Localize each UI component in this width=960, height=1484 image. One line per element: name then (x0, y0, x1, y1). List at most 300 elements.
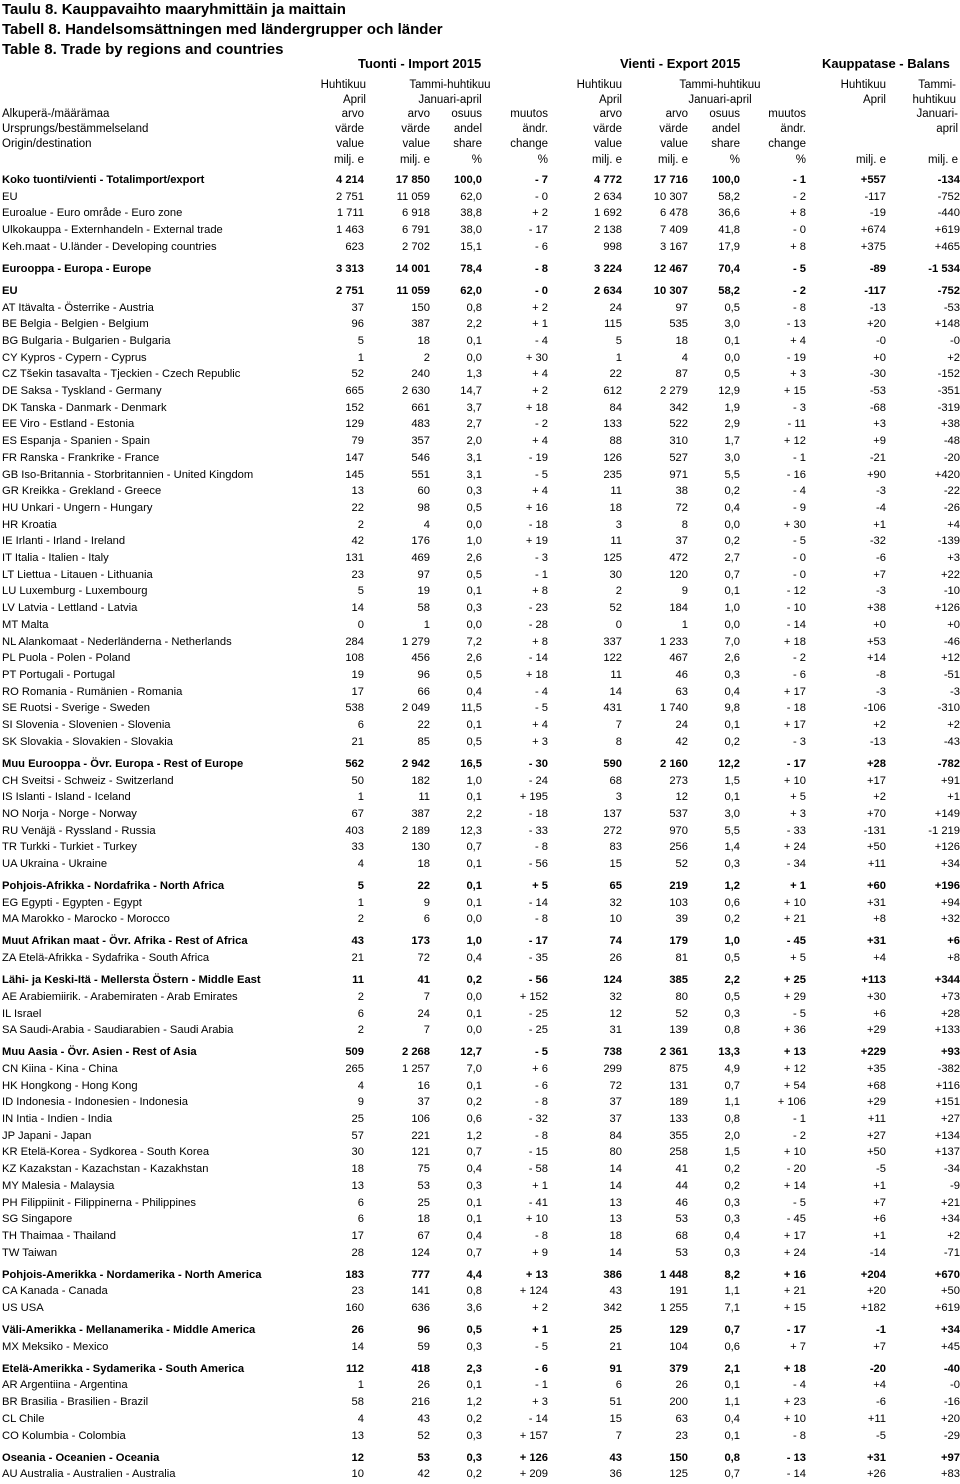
cell-value: 74 (609, 935, 622, 948)
cell-value: 0,5 (724, 952, 740, 965)
table-row (0, 1161, 960, 1178)
title-block (2, 0, 443, 60)
cell-value: - 5 (534, 702, 548, 715)
cell-value: 0,5 (724, 301, 740, 314)
cell-value: + 13 (783, 1046, 806, 1059)
row-label: Muu Eurooppa - Övr. Europa - Rest of Europe (2, 757, 244, 770)
cell-value: 738 (603, 1046, 622, 1059)
cell-value: - 1 (534, 1379, 548, 1392)
cell-value: + 24 (783, 1246, 806, 1259)
header-cell-row6-c6: milj. e (657, 154, 688, 166)
cell-value: +420 (934, 468, 960, 481)
hdr-exp-month: Huhtikuu (576, 79, 622, 91)
cell-value: 221 (411, 1129, 430, 1142)
cell-value: +21 (941, 1196, 960, 1209)
cell-value: 25 (351, 1113, 364, 1126)
row-label: SK Slovakia - Slovakien - Slovakia (2, 735, 173, 748)
cell-value: -134 (937, 174, 960, 186)
row-label: IT Italia - Italien - Italy (2, 552, 109, 565)
row-label: HU Unkari - Ungern - Hungary (2, 501, 153, 514)
hdr-bal-month: Huhtikuu (840, 79, 886, 91)
cell-value: 0,1 (466, 791, 482, 804)
cell-value: + 1 (532, 318, 548, 331)
table-row (0, 433, 960, 450)
table-row (0, 1466, 960, 1483)
hdr-label-en: Origin/destination (2, 138, 92, 150)
cell-value: 65 (609, 880, 622, 893)
cell-value: 1,7 (724, 435, 740, 448)
cell-value: 18 (609, 1229, 622, 1242)
cell-value: + 4 (790, 334, 806, 347)
row-label: LV Latvia - Lettland - Latvia (2, 602, 138, 615)
cell-value: 121 (411, 1146, 430, 1159)
table-row (0, 517, 960, 534)
cell-value: 15,1 (460, 240, 482, 253)
cell-value: + 126 (519, 1451, 548, 1464)
hdr-label-sv: Ursprungs/bestämmelseland (2, 123, 149, 135)
cell-value: + 10 (783, 896, 806, 909)
cell-value: 58,2 (718, 284, 740, 297)
cell-value: 0,2 (724, 485, 740, 498)
cell-value: 0,1 (466, 1213, 482, 1226)
cell-value: 431 (603, 702, 622, 715)
group-row (0, 1322, 960, 1339)
cell-value: +34 (941, 1213, 960, 1226)
cell-value: 8 (681, 518, 688, 531)
cell-value: -0 (950, 1379, 960, 1392)
cell-value: 6 (357, 1213, 364, 1226)
cell-value: 58,2 (718, 190, 740, 203)
cell-value: - 8 (534, 1129, 548, 1142)
cell-value: +674 (860, 224, 886, 237)
cell-value: 0,3 (466, 1451, 482, 1464)
cell-value: + 12 (783, 435, 806, 448)
cell-value: +3 (873, 418, 886, 431)
cell-value: 387 (411, 807, 430, 820)
cell-value: 469 (411, 552, 430, 565)
cell-value: 2 (615, 585, 622, 598)
cell-value: + 10 (783, 1146, 806, 1159)
table-row (0, 650, 960, 667)
cell-value: +90 (867, 468, 886, 481)
cell-value: - 8 (792, 1429, 806, 1442)
cell-value: 0,1 (466, 880, 482, 893)
cell-value: 100,0 (712, 174, 740, 186)
header-cell-row4-c5: värde (593, 123, 622, 135)
cell-value: 562 (345, 757, 364, 770)
cell-value: 6 (423, 913, 430, 926)
cell-value: 37 (609, 1113, 622, 1126)
cell-value: 2,7 (724, 552, 740, 565)
cell-value: 0,4 (724, 1412, 740, 1425)
cell-value: 7,0 (466, 1062, 482, 1075)
cell-value: 3 313 (336, 262, 364, 275)
cell-value: 3,0 (724, 318, 740, 331)
cell-value: + 17 (783, 719, 806, 732)
row-label: RO Romania - Rumänien - Romania (2, 685, 183, 698)
trade-table (0, 172, 960, 1483)
cell-value: 0,0 (466, 351, 482, 364)
header-cell-row3-c7: osuus (709, 108, 740, 120)
cell-value: 0,1 (724, 791, 740, 804)
cell-value: - 1 (792, 174, 806, 186)
cell-value: 3 167 (660, 240, 688, 253)
cell-value: 13 (351, 1179, 364, 1192)
cell-value: 265 (345, 1062, 364, 1075)
cell-value: - 5 (534, 468, 548, 481)
cell-value: - 0 (792, 552, 806, 565)
cell-value: +93 (941, 1046, 960, 1059)
cell-value: 6 (357, 1007, 364, 1020)
cell-value: - 16 (786, 468, 806, 481)
cell-value: - 4 (534, 334, 548, 347)
cell-value: 0,2 (724, 735, 740, 748)
cell-value: 13 (351, 1429, 364, 1442)
cell-value: +196 (934, 880, 960, 893)
cell-value: 72 (417, 952, 430, 965)
table-row (0, 895, 960, 912)
cell-value: 6 791 (402, 224, 430, 237)
table-row (0, 333, 960, 350)
cell-value: 60 (417, 485, 430, 498)
header-cell-row5-c7: share (711, 138, 740, 150)
cell-value: 28 (351, 1246, 364, 1259)
cell-value: +4 (873, 952, 886, 965)
cell-value: 12,9 (718, 385, 740, 398)
cell-value: - 5 (792, 1196, 806, 1209)
cell-value: 6 (357, 719, 364, 732)
cell-value: +27 (867, 1129, 886, 1142)
cell-value: 141 (411, 1285, 430, 1298)
cell-value: 3,7 (466, 401, 482, 414)
cell-value: 4 214 (336, 174, 364, 186)
table-row (0, 911, 960, 928)
table-row (0, 1022, 960, 1039)
cell-value: +9 (873, 435, 886, 448)
cell-value: +31 (867, 935, 886, 948)
cell-value: 2 361 (660, 1046, 688, 1059)
cell-value: 191 (669, 1285, 688, 1298)
cell-value: 2 049 (402, 702, 430, 715)
cell-value: 0,3 (724, 1007, 740, 1020)
cell-value: 258 (669, 1146, 688, 1159)
cell-value: 18 (675, 334, 688, 347)
table-row (0, 483, 960, 500)
cell-value: + 1 (532, 1179, 548, 1192)
cell-value: 87 (675, 368, 688, 381)
cell-value: -440 (937, 207, 960, 220)
table-row (0, 1394, 960, 1411)
cell-value: 11,5 (461, 702, 482, 715)
cell-value: 21 (351, 735, 364, 748)
cell-value: -30 (869, 368, 886, 381)
cell-value: 0,1 (724, 1429, 740, 1442)
cell-value: +2 (873, 791, 886, 804)
cell-value: 62,0 (460, 190, 482, 203)
cell-value: 0,8 (466, 301, 482, 314)
cell-value: + 157 (519, 1429, 548, 1442)
cell-value: - 2 (792, 1129, 806, 1142)
row-label: NL Alankomaat - Nederländerna - Netherlands (2, 635, 232, 648)
cell-value: 2 (357, 1024, 364, 1037)
cell-value: + 1 (532, 1324, 548, 1337)
cell-value: +29 (867, 1096, 886, 1109)
cell-value: 3 224 (594, 262, 622, 275)
cell-value: 36,6 (718, 207, 740, 220)
cell-value: 24 (417, 1007, 430, 1020)
cell-value: +28 (867, 757, 886, 770)
cell-value: 7 (423, 1024, 430, 1037)
cell-value: -8 (876, 668, 886, 681)
cell-value: - 5 (792, 1007, 806, 1020)
cell-value: 124 (411, 1246, 430, 1259)
cell-value: +6 (873, 1007, 886, 1020)
cell-value: 147 (345, 451, 364, 464)
cell-value: 0,0 (724, 351, 740, 364)
cell-value: 53 (675, 1246, 688, 1259)
cell-value: 0,6 (724, 1340, 740, 1353)
title-fi: Taulu 8. Kauppavaihto maaryhmittäin ja maittain (2, 1, 346, 18)
cell-value: 0,3 (724, 858, 740, 871)
cell-value: +113 (861, 974, 886, 987)
header-cell-row4-c2: värde (401, 123, 430, 135)
table-row (0, 550, 960, 567)
cell-value: 7 (615, 719, 622, 732)
cell-value: +0 (947, 618, 960, 631)
cell-value: + 6 (532, 1062, 548, 1075)
cell-value: - 20 (786, 1163, 806, 1176)
cell-value: 1,2 (466, 1396, 482, 1409)
cell-value: 14 (609, 1179, 622, 1192)
header-cell-row5-c6: value (660, 138, 688, 150)
cell-value: 50 (351, 774, 364, 787)
cell-value: 18 (351, 1163, 364, 1176)
cell-value: +27 (941, 1113, 960, 1126)
cell-value: 0,1 (724, 334, 740, 347)
cell-value: 12 (675, 791, 688, 804)
cell-value: 537 (669, 807, 688, 820)
cell-value: -10 (943, 585, 960, 598)
cell-value: - 8 (534, 1229, 548, 1242)
cell-value: - 25 (528, 1024, 548, 1037)
cell-value: 46 (675, 668, 688, 681)
table-row (0, 416, 960, 433)
cell-value: - 17 (528, 224, 548, 237)
cell-value: 2,2 (466, 807, 482, 820)
cell-value: 10 307 (653, 190, 688, 203)
cell-value: 125 (603, 552, 622, 565)
cell-value: + 152 (519, 990, 548, 1003)
cell-value: - 30 (528, 757, 548, 770)
cell-value: + 16 (783, 1268, 806, 1281)
cell-value: 1 233 (660, 635, 688, 648)
cell-value: 4 772 (594, 174, 622, 186)
cell-value: + 2 (532, 1302, 548, 1315)
cell-value: 37 (351, 301, 364, 314)
row-label: Koko tuonti/vienti - Totalimport/export (2, 174, 205, 186)
cell-value: +4 (947, 518, 960, 531)
cell-value: +34 (941, 858, 960, 871)
header-cell-row6-c1: milj. e (333, 154, 364, 166)
cell-value: + 17 (783, 685, 806, 698)
cell-value: + 16 (525, 501, 548, 514)
cell-value: 0,7 (724, 1324, 740, 1337)
cell-value: - 0 (792, 224, 806, 237)
cell-value: 1,5 (724, 774, 740, 787)
cell-value: 25 (417, 1196, 430, 1209)
cell-value: 62,0 (460, 284, 482, 297)
row-label: AT Itävalta - Österrike - Austria (2, 301, 154, 314)
cell-value: 9,8 (724, 702, 740, 715)
cell-value: 0,2 (724, 1179, 740, 1192)
table-row (0, 1300, 960, 1317)
cell-value: +91 (941, 774, 960, 787)
cell-value: 3,6 (466, 1302, 482, 1315)
cell-value: 623 (345, 240, 364, 253)
cell-value: 17 (351, 685, 364, 698)
cell-value: 2,0 (466, 435, 482, 448)
table-row (0, 1228, 960, 1245)
cell-value: 6 (357, 1196, 364, 1209)
cell-value: 26 (609, 952, 622, 965)
cell-value: 96 (417, 1324, 430, 1337)
cell-value: - 1 (534, 568, 548, 581)
cell-value: -6 (876, 1396, 886, 1409)
cell-value: 1,3 (466, 368, 482, 381)
cell-value: 2,7 (466, 418, 482, 431)
row-label: Eurooppa - Europa - Europe (2, 262, 152, 275)
cell-value: -351 (937, 385, 960, 398)
cell-value: 126 (603, 451, 622, 464)
cell-value: 971 (669, 468, 688, 481)
row-label: IL Israel (2, 1007, 42, 1020)
row-label: Pohjois-Amerikka - Nordamerika - North America (2, 1268, 262, 1281)
cell-value: 0,5 (466, 501, 482, 514)
table-row (0, 1094, 960, 1111)
cell-value: +8 (947, 952, 960, 965)
group-row (0, 1044, 960, 1061)
hdr2-exp-month: April (598, 94, 622, 106)
cell-value: 1,2 (466, 1129, 482, 1142)
row-label: MT Malta (2, 618, 49, 631)
cell-value: 11 (610, 485, 622, 498)
cell-value: + 30 (525, 351, 548, 364)
cell-value: +2 (873, 719, 886, 732)
cell-value: 33 (351, 841, 364, 854)
cell-value: -20 (943, 451, 960, 464)
cell-value: 0,3 (466, 1429, 482, 1442)
cell-value: 108 (345, 652, 364, 665)
cell-value: 30 (609, 568, 622, 581)
cell-value: 10 (609, 913, 622, 926)
hdr2-imp-month: April (342, 94, 366, 106)
cell-value: -9 (950, 1179, 960, 1192)
cell-value: - 18 (528, 807, 548, 820)
cell-value: - 6 (534, 1079, 548, 1092)
cell-value: -53 (943, 301, 960, 314)
group-row (0, 1450, 960, 1467)
cell-value: 12 (609, 1007, 622, 1020)
cell-value: +31 (867, 1451, 886, 1464)
table-row (0, 350, 960, 367)
cell-value: 546 (411, 451, 430, 464)
cell-value: 59 (417, 1340, 430, 1353)
cell-value: 0,7 (466, 841, 482, 854)
row-label: LU Luxemburg - Luxembourg (2, 585, 148, 598)
cell-value: - 4 (792, 485, 806, 498)
cell-value: 4 (423, 518, 430, 531)
cell-value: 152 (345, 401, 364, 414)
cell-value: - 45 (786, 1213, 806, 1226)
group-row (0, 261, 960, 278)
cell-value: 52 (351, 368, 364, 381)
cell-value: -0 (876, 334, 886, 347)
cell-value: +4 (873, 1379, 886, 1392)
cell-value: 2,3 (466, 1362, 482, 1375)
cell-value: 189 (669, 1096, 688, 1109)
cell-value: 10 (351, 1468, 364, 1481)
cell-value: -46 (943, 635, 960, 648)
cell-value: 14,7 (460, 385, 482, 398)
cell-value: 24 (675, 719, 688, 732)
cell-value: 39 (675, 913, 688, 926)
cell-value: 7 409 (660, 224, 688, 237)
cell-value: - 45 (786, 935, 806, 948)
hdr-bal-cum: Tammi- (918, 79, 956, 91)
cell-value: + 18 (525, 401, 548, 414)
cell-value: +1 (947, 791, 960, 804)
cell-value: 777 (411, 1268, 430, 1281)
header-cell-row5-c2: value (402, 138, 430, 150)
cell-value: 129 (669, 1324, 688, 1337)
cell-value: + 3 (790, 368, 806, 381)
cell-value: 70,4 (718, 262, 740, 275)
cell-value: +28 (941, 1007, 960, 1020)
cell-value: - 58 (528, 1163, 548, 1176)
cell-value: 12 (351, 1451, 364, 1464)
cell-value: 38,8 (460, 207, 482, 220)
row-label: CN Kiina - Kina - China (2, 1062, 118, 1075)
cell-value: 0,1 (466, 585, 482, 598)
cell-value: +557 (860, 174, 886, 186)
cell-value: +70 (867, 807, 886, 820)
cell-value: +1 (873, 1229, 886, 1242)
group-row (0, 1361, 960, 1378)
cell-value: 342 (669, 401, 688, 414)
cell-value: 0,3 (466, 1179, 482, 1192)
group-row (0, 972, 960, 989)
cell-value: 129 (345, 418, 364, 431)
row-label: PT Portugali - Portugal (2, 668, 115, 681)
header-cell-row5-c5: value (594, 138, 622, 150)
table-row (0, 467, 960, 484)
cell-value: + 4 (532, 485, 548, 498)
row-label: PH Filippiinit - Filippinerna - Philippines (2, 1196, 196, 1209)
cell-value: 272 (603, 824, 622, 837)
cell-value: 0,5 (724, 990, 740, 1003)
row-label: RU Venäjä - Ryssland - Russia (2, 824, 156, 837)
cell-value: -40 (943, 1362, 960, 1375)
cell-value: -382 (937, 1062, 960, 1075)
cell-value: +0 (873, 351, 886, 364)
cell-value: 357 (411, 435, 430, 448)
cell-value: + 54 (783, 1079, 806, 1092)
cell-value: - 4 (792, 1379, 806, 1392)
group-row (0, 1267, 960, 1284)
cell-value: 66 (417, 685, 430, 698)
cell-value: + 2 (532, 385, 548, 398)
cell-value: 14 (609, 1163, 622, 1176)
